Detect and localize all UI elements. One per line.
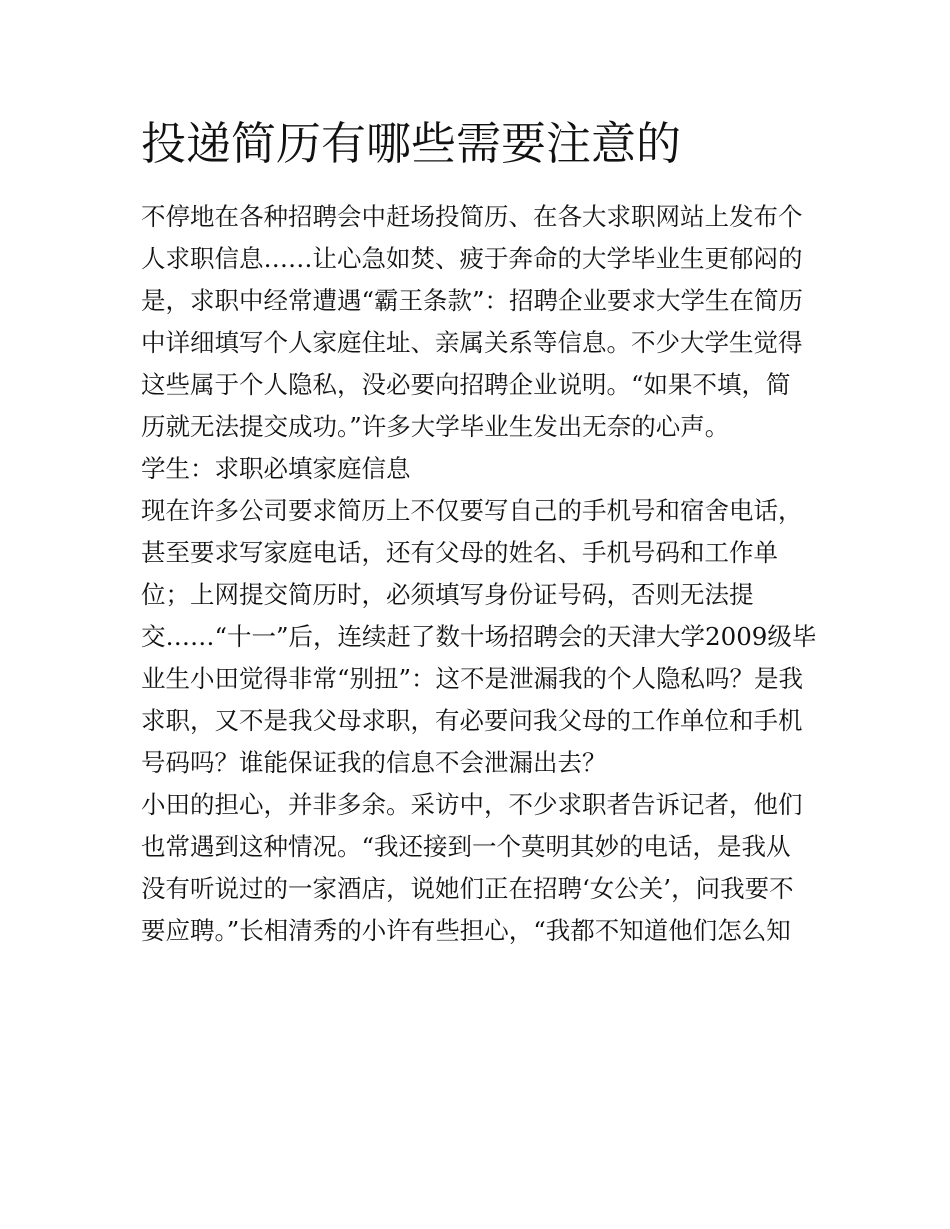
text-line: 求职，又不是我父母求职，有必要问我父母的工作单位和手机 bbox=[141, 706, 803, 735]
document-body bbox=[141, 196, 821, 952]
text-line: 这些属于个人隐私，没必要向招聘企业说明。“如果不填，简 bbox=[141, 370, 791, 399]
text-line: 人求职信息……让心急如焚、疲于奔命的大学毕业生更郁闷的 bbox=[141, 244, 803, 273]
document-title: 投递简历有哪些需要注意的 bbox=[141, 117, 682, 170]
text-line: 也常遇到这种情况。“我还接到一个莫明其妙的电话，是我从 bbox=[141, 832, 791, 861]
text-line: 号码吗？谁能保证我的信息不会泄漏出去？ bbox=[141, 748, 607, 777]
section-heading: 学生：求职必填家庭信息 bbox=[141, 454, 411, 483]
document-page bbox=[141, 112, 821, 952]
text-line: 交……“十一”后，连续赶了数十场招聘会的天津大学2009级毕 bbox=[141, 622, 817, 651]
text-line: 没有听说过的一家酒店，说她们正在招聘‘女公关’，问我要不 bbox=[141, 874, 794, 903]
text-line: 现在许多公司要求简历上不仅要写自己的手机号和宿舍电话， bbox=[141, 496, 803, 525]
text-line: 要应聘。”长相清秀的小许有些担心，“我都不知道他们怎么知 bbox=[141, 916, 791, 945]
text-line: 是，求职中经常遭遇“霸王条款”：招聘企业要求大学生在简历 bbox=[141, 286, 804, 315]
text-line: 甚至要求写家庭电话，还有父母的姓名、手机号码和工作单 bbox=[141, 538, 778, 567]
text-line: 位；上网提交简历时，必须填写身份证号码，否则无法提 bbox=[141, 580, 754, 609]
text-line: 中详细填写个人家庭住址、亲属关系等信息。不少大学生觉得 bbox=[141, 328, 803, 357]
text-line: 历就无法提交成功。”许多大学毕业生发出无奈的心声。 bbox=[141, 412, 730, 441]
text-line: 业生小田觉得非常“别扭”：这不是泄漏我的个人隐私吗？是我 bbox=[141, 664, 804, 693]
spacer bbox=[141, 188, 821, 196]
text-line: 小田的担心，并非多余。采访中，不少求职者告诉记者，他们 bbox=[141, 790, 803, 819]
text-line: 不停地在各种招聘会中赶场投简历、在各大求职网站上发布个 bbox=[141, 202, 803, 231]
